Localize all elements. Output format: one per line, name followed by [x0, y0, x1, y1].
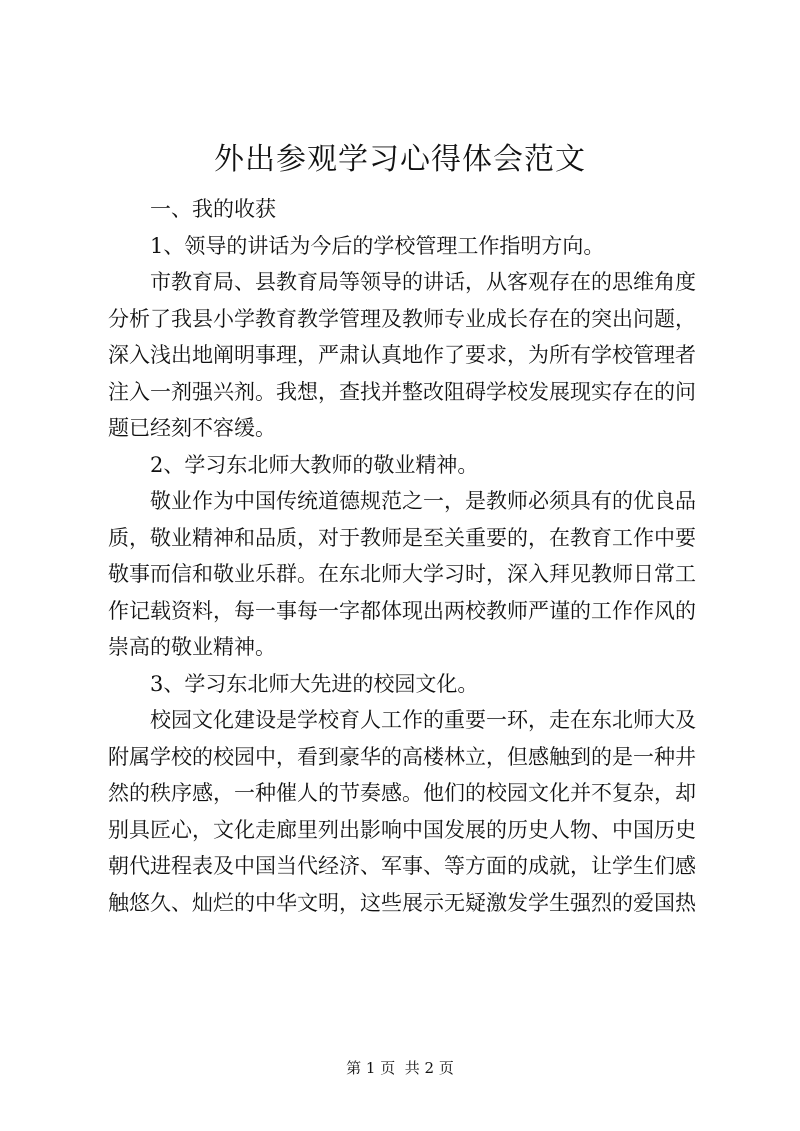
- body-paragraph: [108, 702, 702, 921]
- document-title: 外出参观学习心得体会范文: [214, 142, 586, 177]
- text-line: 2、学习东北师大教师的敬业精神。: [150, 452, 479, 477]
- text-line: 注入一剂强兴剂。我想，查找并整改阻碍学校发展现实存在的问: [108, 379, 696, 404]
- text-line: 题已经刻不容缓。: [108, 416, 276, 440]
- text-line: 深入浅出地阐明事理，严肃认真地作了要求，为所有学校管理者: [108, 343, 696, 367]
- text-line: 敬业作为中国传统道德规范之一，是教师必须具有的优良品: [150, 489, 696, 513]
- text-line: 市教育局、县教育局等领导的讲话，从客观存在的思维角度: [150, 270, 696, 294]
- body-paragraph: [108, 264, 702, 447]
- text-line: 一、我的收获: [150, 197, 276, 221]
- page-number: 第 1 页 共 2 页: [346, 1059, 454, 1077]
- body-paragraph: [108, 483, 702, 666]
- text-line: 朝代进程表及中国当代经济、军事、等方面的成就，让学生们感: [108, 854, 696, 878]
- text-line: 校园文化建设是学校育人工作的重要一环，走在东北师大及: [150, 708, 696, 732]
- text-line: 附属学校的校园中，看到豪华的高楼林立，但感触到的是一种井: [108, 744, 696, 769]
- text-line: 作记载资料，每一事每一字都体现出两校教师严谨的工作作风的: [108, 598, 696, 623]
- text-line: 触悠久、灿烂的中华文明，这些展示无疑激发学生强烈的爱国热: [108, 890, 696, 915]
- text-line: 敬事而信和敬业乐群。在东北师大学习时，深入拜见教师日常工: [108, 562, 696, 586]
- page-footer: [0, 1058, 800, 1078]
- text-line: 崇高的敬业精神。: [108, 635, 276, 659]
- subsection-heading: [108, 447, 702, 484]
- text-line: 1、领导的讲话为今后的学校管理工作指明方向。: [150, 233, 605, 258]
- text-line: 然的秩序感，一种催人的节奏感。他们的校园文化并不复杂，却: [108, 781, 696, 805]
- text-line: 3、学习东北师大先进的校园文化。: [150, 671, 479, 696]
- section-heading: [108, 191, 702, 228]
- text-line: 分析了我县小学教育教学管理及教师专业成长存在的突出问题，: [108, 306, 696, 331]
- text-line: 别具匠心，文化走廊里列出影响中国发展的历史人物、中国历史: [108, 817, 696, 842]
- text-line: 质，敬业精神和品质，对于教师是至关重要的，在教育工作中要: [108, 525, 696, 550]
- subsection-heading: [108, 666, 702, 703]
- document-body: [108, 191, 702, 921]
- subsection-heading: [108, 228, 702, 265]
